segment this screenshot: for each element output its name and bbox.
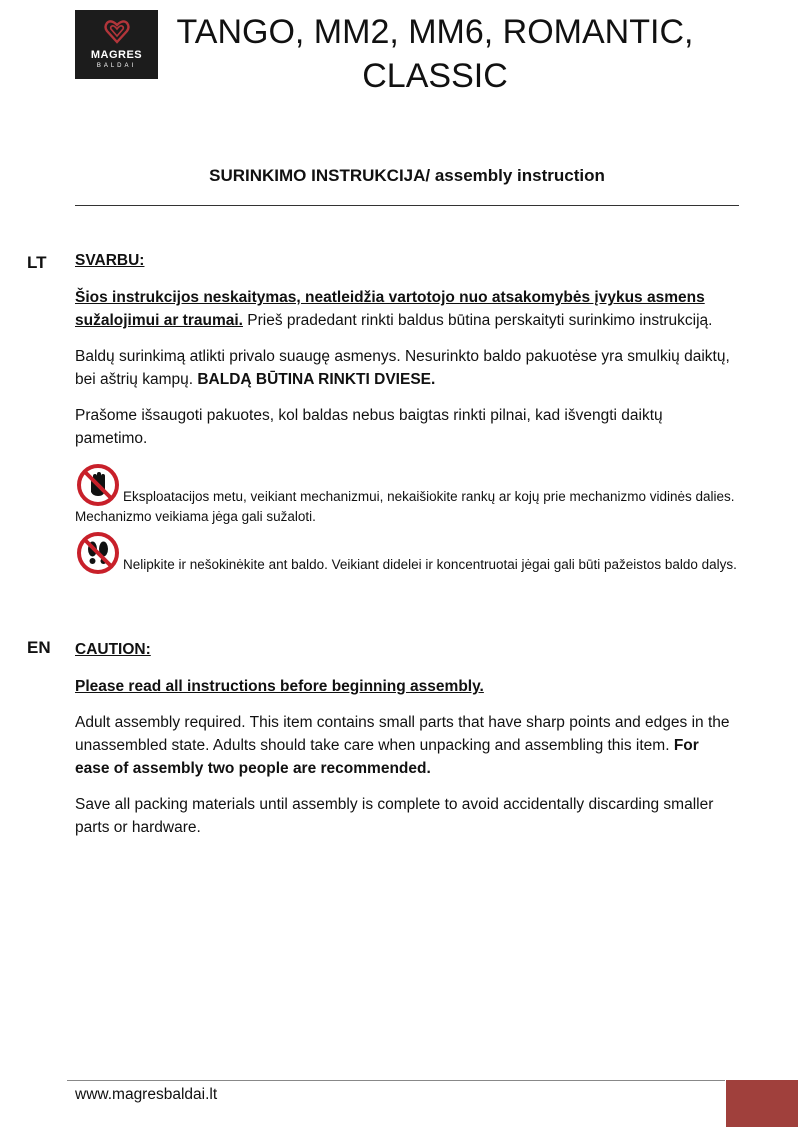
section-lt — [75, 249, 737, 579]
en-paragraph-1: Please read all instructions before beginning assembly. — [75, 678, 484, 695]
logo-sub: BALDAI — [96, 63, 137, 69]
title-divider — [75, 205, 739, 206]
lang-label-en: EN — [27, 638, 51, 657]
lt-warning-2 — [75, 531, 737, 575]
document-title — [175, 10, 695, 98]
en-paragraph-3: Save all packing materials until assembly is complete to avoid accidentally discarding smaller parts or hardware. — [75, 796, 714, 836]
en-heading: CAUTION: — [75, 641, 151, 658]
lt-paragraph-2 — [75, 345, 737, 391]
title-line-1: TANGO, MM2, MM6, ROMANTIC, — [176, 13, 694, 51]
footer-url: www.magresbaldai.lt — [75, 1086, 218, 1103]
heart-logo-icon — [104, 19, 130, 45]
lt-warning-1 — [75, 463, 737, 527]
lt-paragraph-1 — [75, 286, 737, 332]
lt-p2-text: Baldų surinkimą atlikti privalo suaugę asmenys. Nesurinkto baldo pakuotėse yra smulkių daiktų, bei aštrių kampų. — [75, 348, 730, 388]
logo-name: MAGRES — [90, 49, 143, 61]
no-stepping-icon — [76, 531, 120, 575]
no-hands-icon — [76, 463, 120, 507]
lt-warning-2-text: Nelipkite ir nešokinėkite ant baldo. Veikiant didelei ir koncentruotai jėgai gali būti pažeistos baldo dalys. — [123, 557, 737, 572]
footer-divider — [67, 1080, 725, 1081]
lt-warning-1-text: Eksploatacijos metu, veikiant mechanizmui, nekaišiokite rankų ar kojų prie mechanizmo vidinės dalies. Mechanizmo veikiama jėga gali sužaloti. — [75, 489, 735, 524]
document-subtitle: SURINKIMO INSTRUKCIJA/ assembly instruction — [209, 166, 605, 185]
footer-accent-box — [726, 1080, 798, 1127]
title-line-2: CLASSIC — [362, 57, 508, 95]
en-p2-emphasis: For ease of assembly two people are recommended. — [75, 737, 699, 777]
section-en — [75, 638, 737, 852]
lang-label-lt: LT — [27, 253, 47, 272]
magres-logo — [75, 10, 158, 79]
lt-p1-emphasis: Šios instrukcijos neskaitymas, neatleidžia vartotojo nuo atsakomybės įvykus asmens sužalojimui ar traumai. — [75, 289, 705, 329]
lt-heading: SVARBU: — [75, 252, 145, 269]
lt-paragraph-3: Prašome išsaugoti pakuotes, kol baldas nebus baigtas rinkti pilnai, kad išvengti daiktų pametimo. — [75, 407, 663, 447]
en-p2-text: Adult assembly required. This item contains small parts that have sharp points and edges in the unassembled state. Adults should take care when unpacking and assembling this item. — [75, 714, 730, 754]
lt-p1-text: Prieš pradedant rinkti baldus būtina perskaityti surinkimo instrukciją. — [242, 312, 713, 329]
lt-p2-emphasis: BALDĄ BŪTINA RINKTI DVIESE. — [197, 371, 436, 388]
en-paragraph-2 — [75, 711, 737, 780]
